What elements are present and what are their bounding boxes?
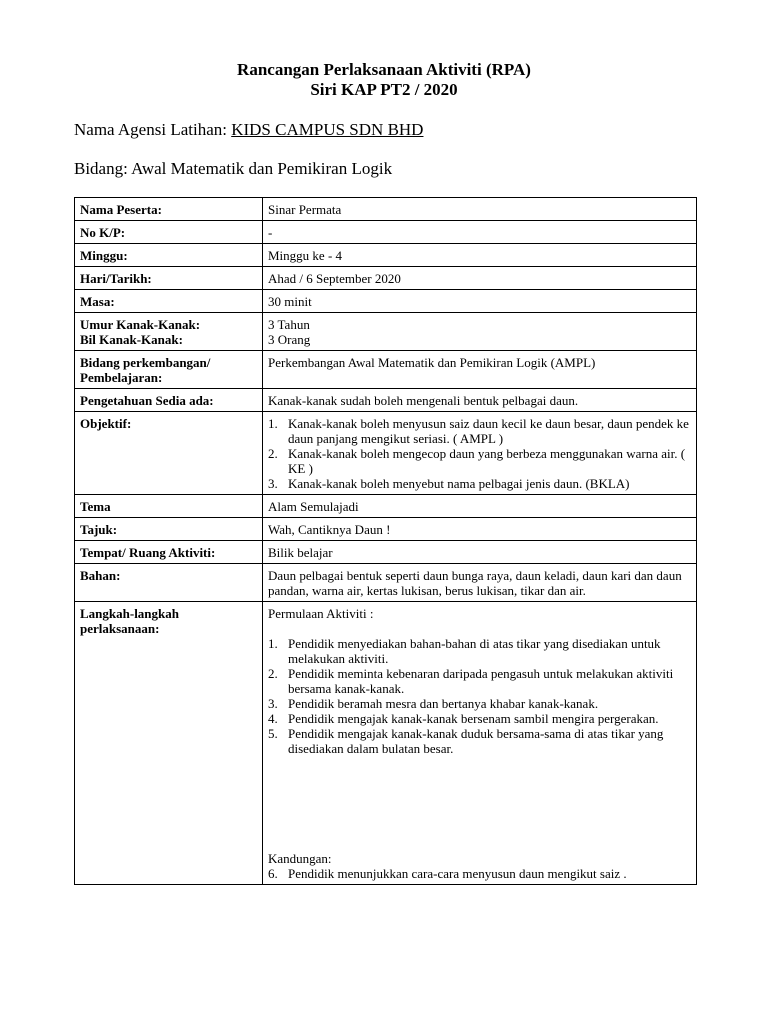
list-item xyxy=(268,726,691,756)
agency-line xyxy=(74,120,423,140)
row-label: Objektif: xyxy=(75,412,263,495)
row-umur-bil xyxy=(75,313,697,351)
item-number: 5. xyxy=(268,726,278,741)
steps-list xyxy=(268,636,691,756)
list-item xyxy=(268,666,691,696)
row-label xyxy=(75,313,263,351)
row-objektif xyxy=(75,412,697,495)
list-item xyxy=(268,711,691,726)
bil-value: 3 Orang xyxy=(268,332,311,347)
row-value: 30 minit xyxy=(263,290,697,313)
row-value: Minggu ke - 4 xyxy=(263,244,697,267)
row-value: Kanak-kanak sudah boleh mengenali bentuk pelbagai daun. xyxy=(263,389,697,412)
item-text: Kanak-kanak boleh mengecop daun yang berbeza menggunakan warna air. ( KE ) xyxy=(288,446,686,476)
row-label: Nama Peserta: xyxy=(75,198,263,221)
document-title: Rancangan Perlaksanaan Aktiviti (RPA) xyxy=(237,60,531,79)
item-text: Pendidik beramah mesra dan bertanya khabar kanak-kanak. xyxy=(288,696,599,711)
langkah-label-line1: Langkah-langkah xyxy=(80,606,179,621)
row-label: Pengetahuan Sedia ada: xyxy=(75,389,263,412)
row-minggu xyxy=(75,244,697,267)
row-label: Hari/Tarikh: xyxy=(75,267,263,290)
row-value xyxy=(263,313,697,351)
item-text: Pendidik menunjukkan cara-cara menyusun daun mengikut saiz . xyxy=(288,866,627,881)
row-tempat xyxy=(75,541,697,564)
list-item xyxy=(268,696,691,711)
row-value: Ahad / 6 September 2020 xyxy=(263,267,697,290)
list-item xyxy=(268,636,691,666)
item-number: 1. xyxy=(268,636,278,651)
section-heading: Kandungan: xyxy=(268,851,332,866)
row-value: Perkembangan Awal Matematik dan Pemikiran Logik (AMPL) xyxy=(263,351,697,389)
row-label: No K/P: xyxy=(75,221,263,244)
row-value xyxy=(263,412,697,495)
item-text: Pendidik mengajak kanak-kanak duduk bersama-sama di atas tikar yang disediakan dalam bulatan besar. xyxy=(288,726,664,756)
item-text: Pendidik menyediakan bahan-bahan di atas tikar yang disediakan untuk melakukan aktiviti. xyxy=(288,636,661,666)
item-text: Pendidik mengajak kanak-kanak bersenam sambil mengira pergerakan. xyxy=(288,711,659,726)
item-number: 4. xyxy=(268,711,278,726)
document-subtitle: Siri KAP PT2 / 2020 xyxy=(310,80,458,99)
row-tajuk xyxy=(75,518,697,541)
row-label: Masa: xyxy=(75,290,263,313)
row-label: Tajuk: xyxy=(75,518,263,541)
item-number: 3. xyxy=(268,696,278,711)
umur-value: 3 Tahun xyxy=(268,317,310,332)
agency-value: KIDS CAMPUS SDN BHD xyxy=(231,120,424,139)
row-langkah xyxy=(75,602,697,885)
row-masa xyxy=(75,290,697,313)
row-value: Sinar Permata xyxy=(263,198,697,221)
row-bahan xyxy=(75,564,697,602)
list-item xyxy=(268,416,691,446)
item-number: 6. xyxy=(268,866,278,881)
section-heading: Permulaan Aktiviti : xyxy=(268,606,374,621)
row-value: Daun pelbagai bentuk seperti daun bunga raya, daun keladi, daun kari dan daun pandan, warna air, kertas lukisan, berus lukisan, tikar dan air. xyxy=(263,564,697,602)
row-label: Bahan: xyxy=(75,564,263,602)
row-label xyxy=(75,602,263,885)
item-number: 2. xyxy=(268,666,278,681)
row-pengetahuan xyxy=(75,389,697,412)
row-value xyxy=(263,602,697,885)
list-item xyxy=(268,866,691,881)
content-list xyxy=(268,866,691,881)
row-tema xyxy=(75,495,697,518)
row-value: Wah, Cantiknya Daun ! xyxy=(263,518,697,541)
agency-label: Nama Agensi Latihan: xyxy=(74,120,227,139)
langkah-label-line2: perlaksanaan: xyxy=(80,621,160,636)
row-value: Bilik belajar xyxy=(263,541,697,564)
umur-label: Umur Kanak-Kanak: xyxy=(80,317,201,332)
bidang-label-line2: Pembelajaran: xyxy=(80,370,163,385)
item-text: Kanak-kanak boleh menyusun saiz daun kecil ke daun besar, daun pendek ke daun panjang mengikut seriasi. ( AMPL ) xyxy=(288,416,689,446)
item-text: Pendidik meminta kebenaran daripada pengasuh untuk melakukan aktiviti bersama kanak-kanak. xyxy=(288,666,674,696)
row-bidang xyxy=(75,351,697,389)
list-item xyxy=(268,446,691,476)
item-number: 3. xyxy=(268,476,278,491)
item-text: Kanak-kanak boleh menyebut nama pelbagai jenis daun. (BKLA) xyxy=(288,476,630,491)
item-number: 2. xyxy=(268,446,278,461)
field-line: Bidang: Awal Matematik dan Pemikiran Logik xyxy=(74,159,393,178)
bil-label: Bil Kanak-Kanak: xyxy=(80,332,183,347)
row-value: Alam Semulajadi xyxy=(263,495,697,518)
bidang-label-line1: Bidang perkembangan/ xyxy=(80,355,211,370)
row-label: Minggu: xyxy=(75,244,263,267)
spacer xyxy=(268,621,691,636)
row-hari-tarikh xyxy=(75,267,697,290)
row-label: Tempat/ Ruang Aktiviti: xyxy=(75,541,263,564)
objective-list xyxy=(268,416,691,491)
row-value: - xyxy=(263,221,697,244)
row-nama-peserta xyxy=(75,198,697,221)
row-label: Tema xyxy=(75,495,263,518)
row-no-kp xyxy=(75,221,697,244)
spacer xyxy=(268,756,691,851)
list-item xyxy=(268,476,691,491)
item-number: 1. xyxy=(268,416,278,431)
rpa-table xyxy=(74,197,697,885)
row-label xyxy=(75,351,263,389)
